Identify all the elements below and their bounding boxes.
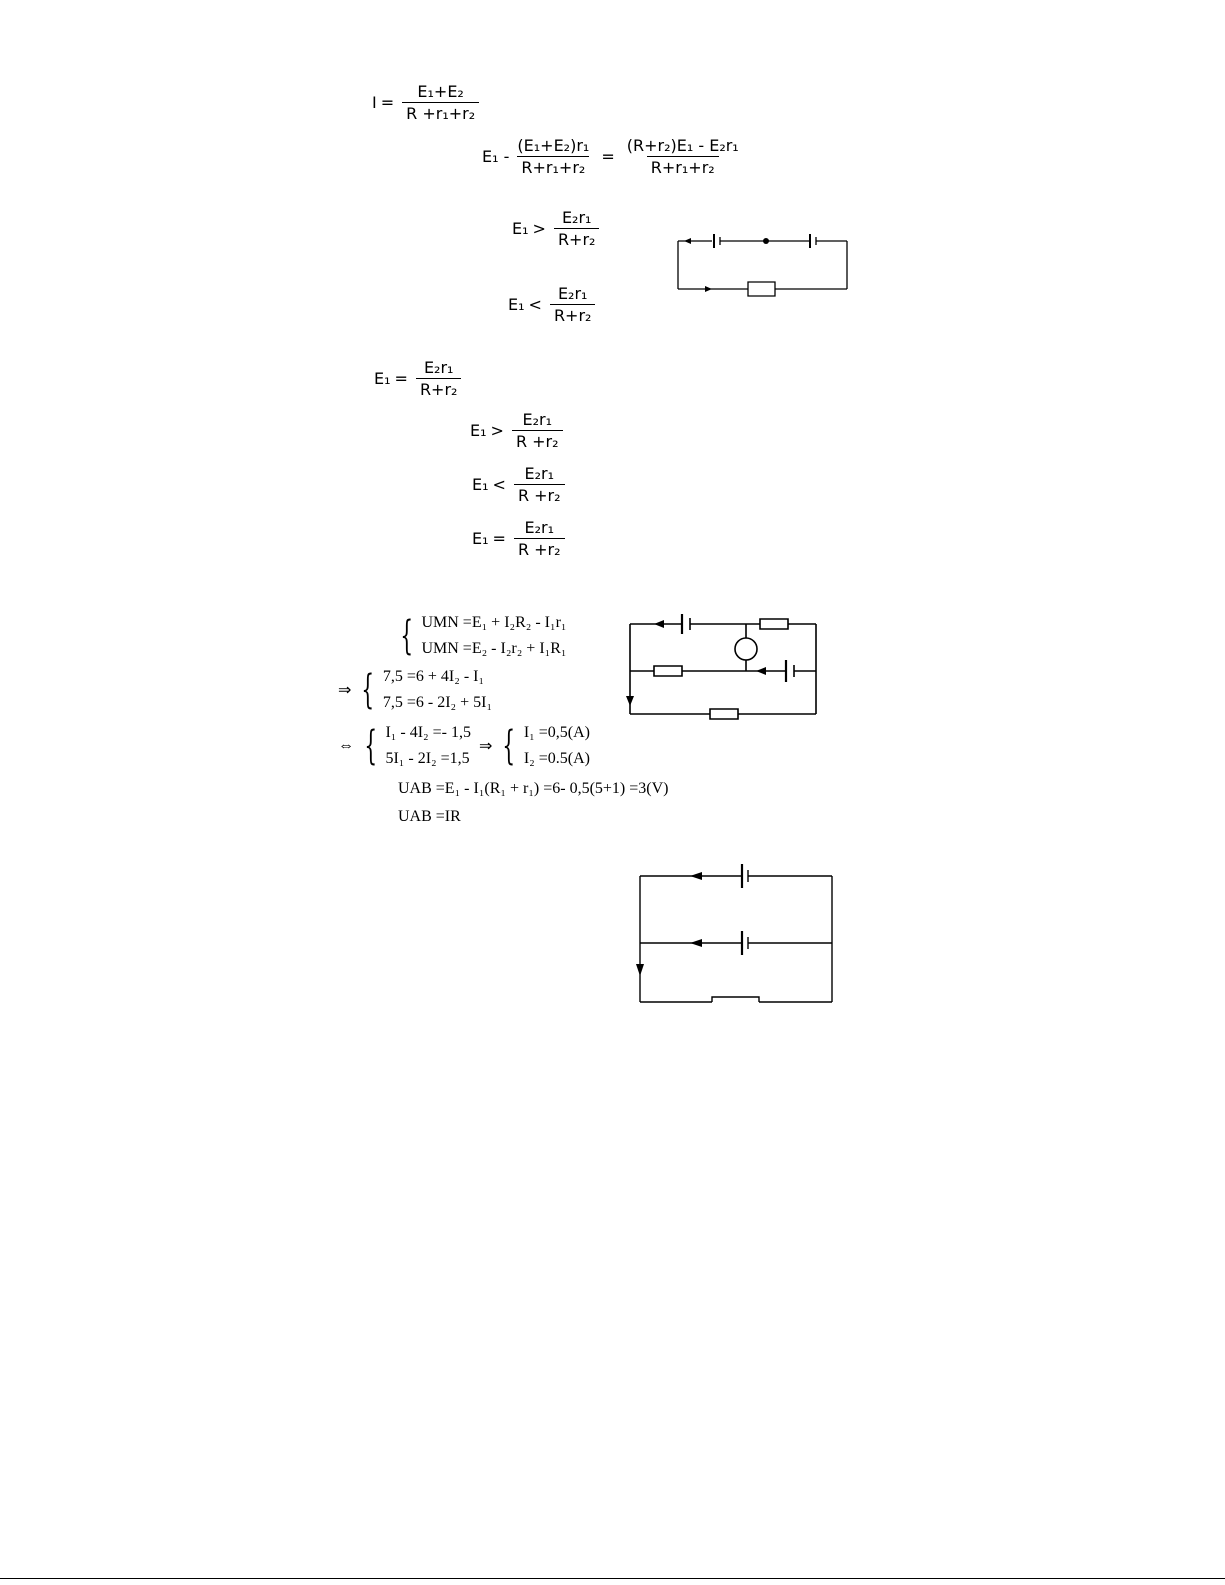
circuit-diagram-2 xyxy=(620,608,826,720)
equation-f-op: = xyxy=(492,529,506,548)
equation-c-denominator: R+r₂ xyxy=(416,378,462,399)
system-2-line-2: 7,5 =6 - 2I₂ + 5I₁ xyxy=(382,694,493,711)
inequality-b-fraction xyxy=(550,284,596,325)
system-4-line-1: I₁ =0,5(A) xyxy=(523,724,590,741)
system-3-line-2: 5I₁ - 2I₂ =1,5 xyxy=(385,750,470,767)
uab-equation-2: UAB =IR xyxy=(398,808,461,825)
inequality-d xyxy=(470,410,567,451)
inequality-b xyxy=(508,284,599,325)
inequality-d-fraction xyxy=(512,410,563,451)
inequality-a-denominator: R+r₂ xyxy=(554,228,600,249)
system-1 xyxy=(394,610,566,662)
current-fraction xyxy=(402,82,479,123)
inequality-e-denominator: R +r₂ xyxy=(514,484,565,505)
current-numerator: E₁+E₂ xyxy=(417,82,464,101)
inequality-a-op: > xyxy=(532,219,546,238)
inequality-d-lhs: E₁ xyxy=(470,421,487,440)
equivalence-arrow: ⇔ xyxy=(338,737,354,754)
inequality-e xyxy=(472,464,569,505)
equation-f-fraction xyxy=(514,518,565,559)
inequality-a xyxy=(512,208,603,249)
system-2 xyxy=(334,664,492,716)
equation-c-numerator: E₂r₁ xyxy=(423,358,454,377)
system-4-line-2: I₂ =0.5(A) xyxy=(523,750,590,767)
current-formula: I = $\frac{\text{E₁+E₂}}{\text{R +r₁+r₂}}$ xyxy=(372,82,483,123)
uab-equation-1: UAB =E₁ - I₁(R₁ + r₁) =6- 0,5(5+1) =3(V) xyxy=(398,780,669,797)
voltage-lhs: E₁ - xyxy=(482,147,510,166)
inequality-b-denominator: R+r₂ xyxy=(550,304,596,325)
system-3-line-1: I₁ - 4I₂ =- 1,5 xyxy=(385,724,471,741)
voltage-fraction-1 xyxy=(513,136,593,177)
inequality-e-fraction xyxy=(514,464,565,505)
voltage-denominator-2: R+r₁+r₂ xyxy=(647,156,719,177)
system-1-line-2: UMN =E₂ - I₂r₂ + I₁R₁ xyxy=(421,640,567,657)
inequality-a-lhs: E₁ xyxy=(512,219,529,238)
equation-f-numerator: E₂r₁ xyxy=(524,518,554,537)
inequality-a-numerator: E₂r₁ xyxy=(561,208,592,227)
equation-f-lhs: E₁ xyxy=(472,529,489,548)
implies-arrow: ⇒ xyxy=(478,738,493,755)
equation-c-fraction xyxy=(416,358,462,399)
current-denominator: R +r₁+r₂ xyxy=(402,102,479,123)
equation-f-denominator: R +r₂ xyxy=(514,538,565,559)
brace-icon: { xyxy=(400,613,414,659)
brace-icon: { xyxy=(361,667,375,713)
system-1-line-1: UMN =E₁ + I₂R₂ - I₁r₁ xyxy=(421,614,567,631)
equation-c xyxy=(374,358,465,399)
voltage-formula: E₁ - $\frac{\text{(E₁+E₂)r₁}}{\text{R+r₁+r₂}}$ = $\frac{\text{(R+r₂)E₁ - E₂r₁}}{\text{R+r₁+r₂}}$ xyxy=(482,136,747,177)
equation-c-lhs: E₁ xyxy=(374,369,391,388)
inequality-b-lhs: E₁ xyxy=(508,295,525,314)
implies-arrow: ⇒ xyxy=(338,682,352,699)
equation-c-op: = xyxy=(394,369,408,388)
circuit-diagram-3 xyxy=(632,858,842,1010)
brace-icon: { xyxy=(502,723,516,769)
inequality-a-fraction xyxy=(554,208,600,249)
inequality-d-op: > xyxy=(490,421,504,440)
brace-icon: { xyxy=(364,723,378,769)
voltage-denominator-1: R+r₁+r₂ xyxy=(517,156,589,177)
inequality-b-numerator: E₂r₁ xyxy=(557,284,588,303)
system-3 xyxy=(334,720,590,772)
inequality-d-numerator: E₂r₁ xyxy=(522,410,552,429)
system-2-line-1: 7,5 =6 + 4I₂ - I₁ xyxy=(382,668,485,685)
voltage-numerator-1: (E₁+E₂)r₁ xyxy=(517,136,590,155)
current-lhs: I xyxy=(372,93,377,112)
inequality-d-denominator: R +r₂ xyxy=(512,430,563,451)
voltage-numerator-2: (R+r₂)E₁ - E₂r₁ xyxy=(626,136,739,155)
inequality-e-op: < xyxy=(492,475,506,494)
equation-f xyxy=(472,518,569,559)
voltage-fraction-2 xyxy=(623,136,743,177)
inequality-e-lhs: E₁ xyxy=(472,475,489,494)
circuit-diagram-1 xyxy=(670,228,860,300)
inequality-b-op: < xyxy=(528,295,542,314)
inequality-e-numerator: E₂r₁ xyxy=(524,464,554,483)
page-bottom-rule xyxy=(0,1578,1225,1579)
